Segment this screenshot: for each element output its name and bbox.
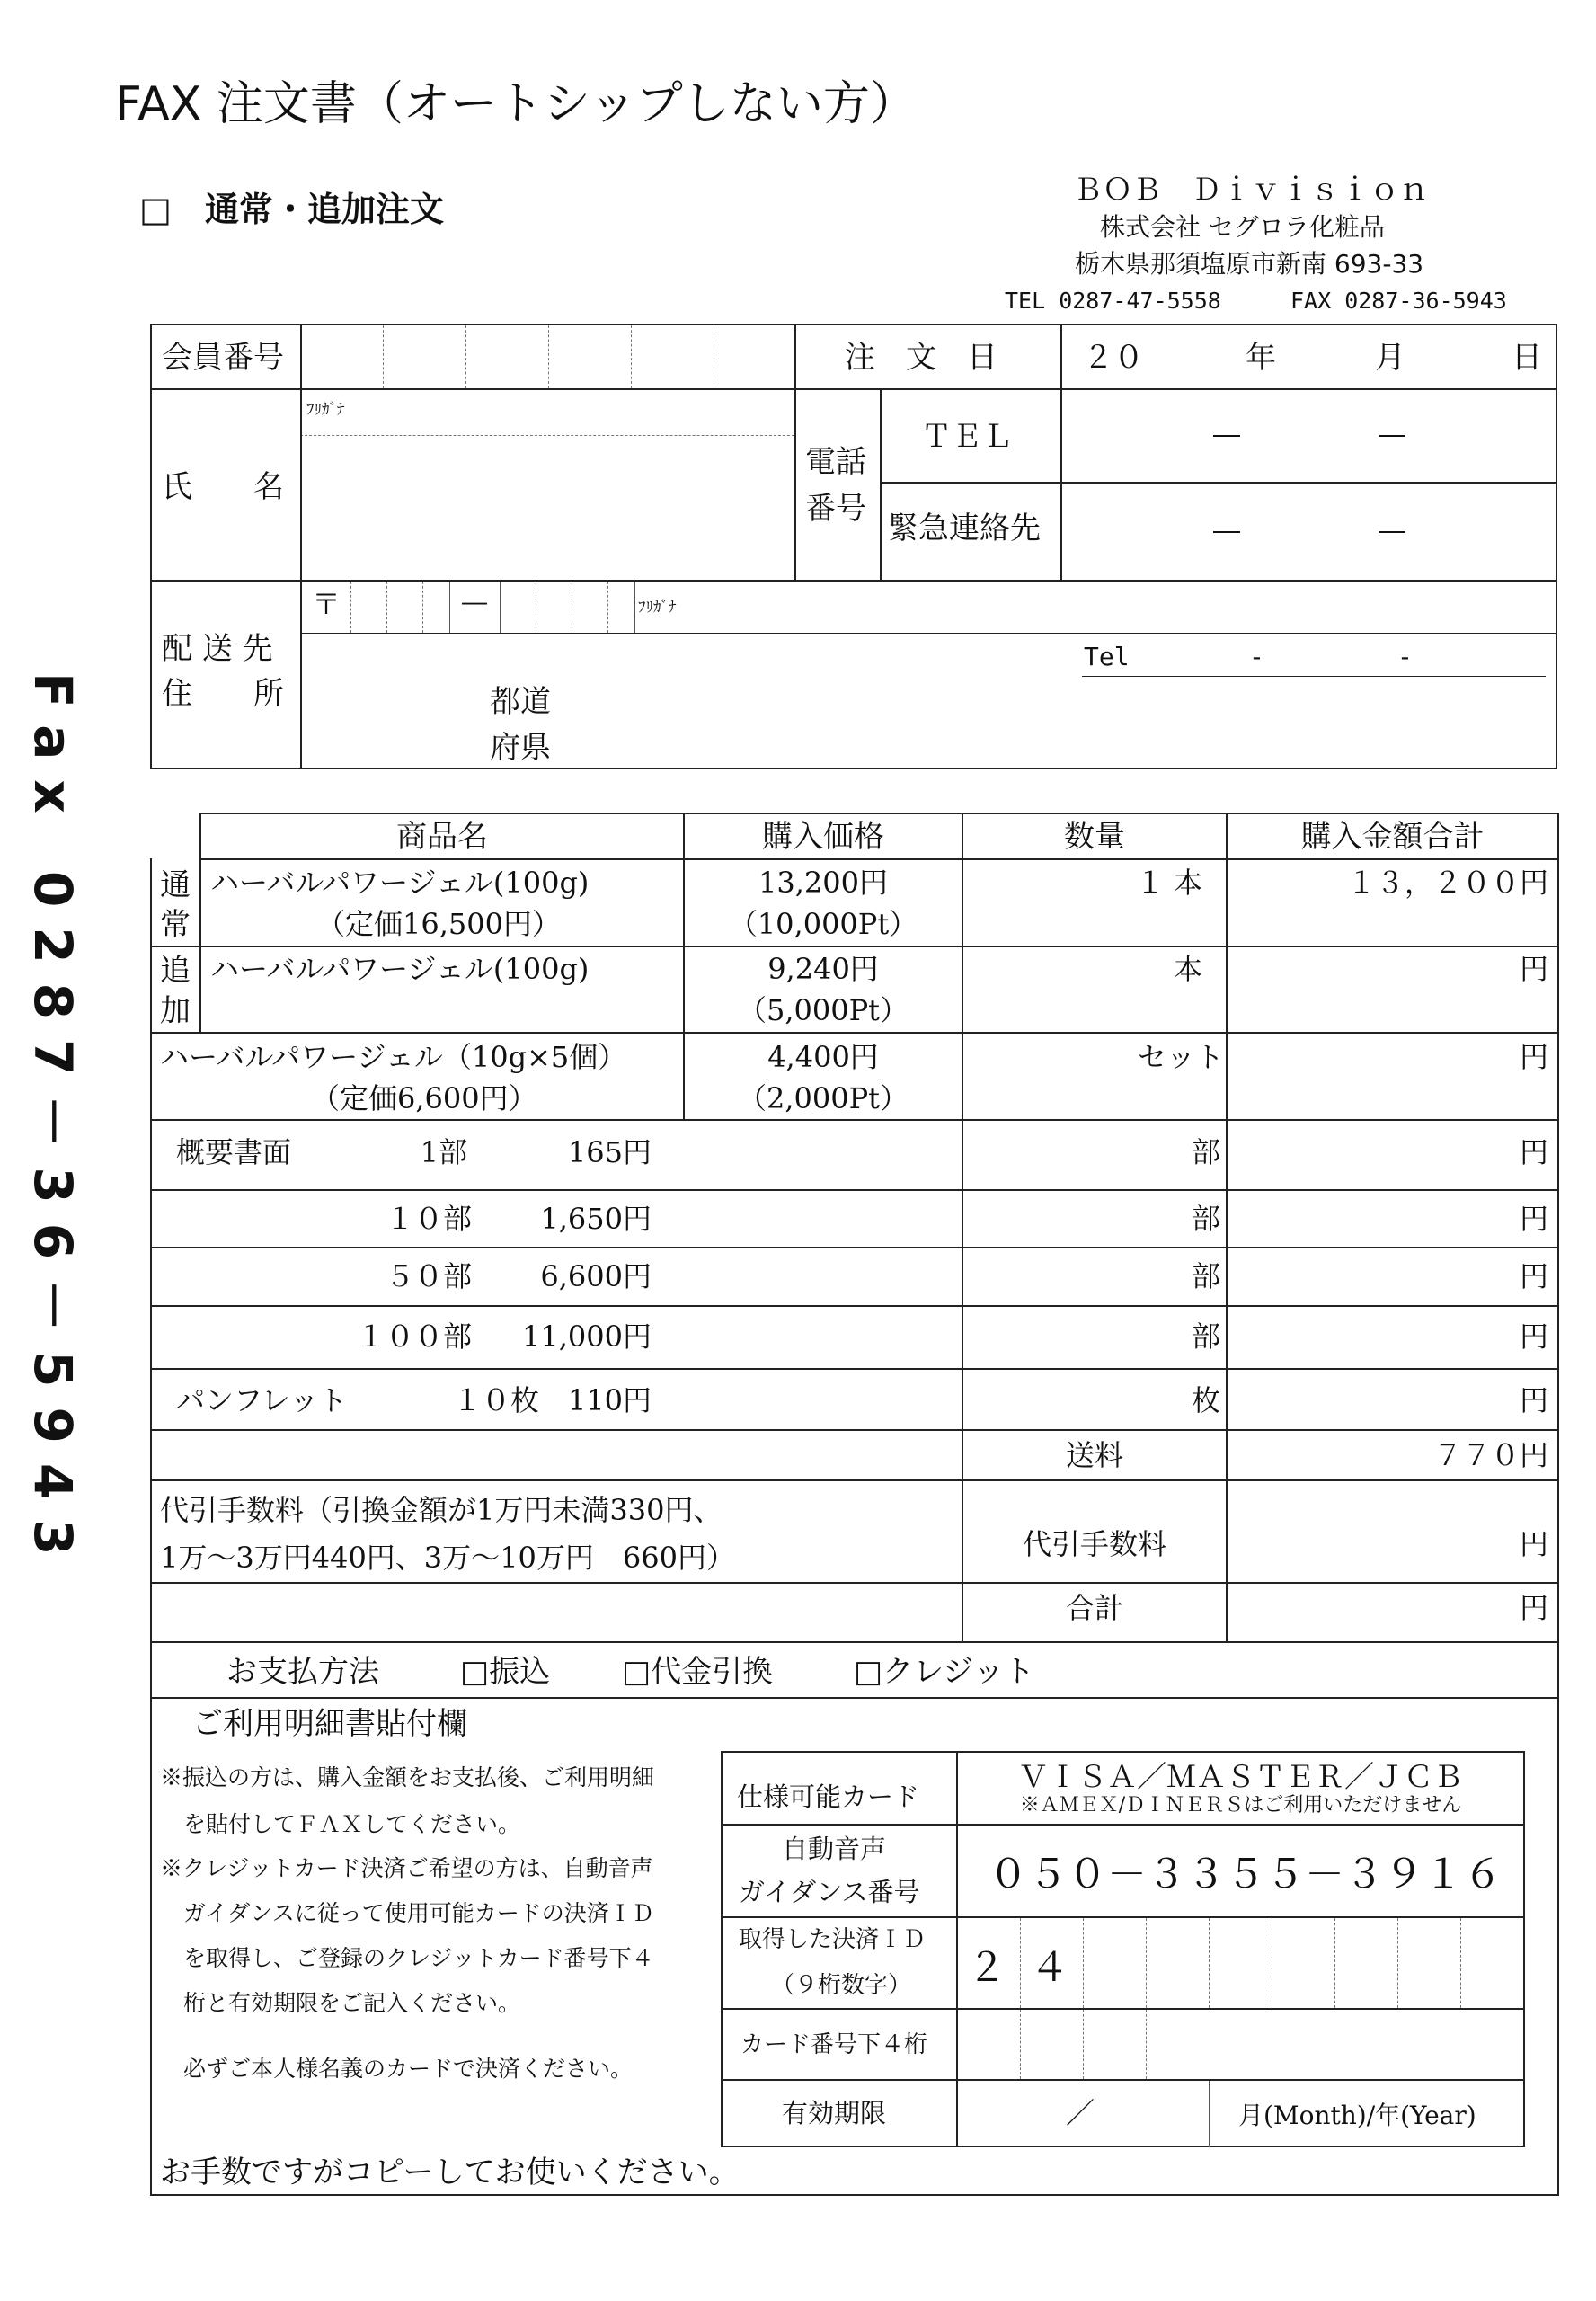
- name-label: 氏 名: [162, 469, 284, 505]
- order-date-month: 月: [1375, 340, 1405, 376]
- shipping-label: 送料: [1065, 1438, 1123, 1472]
- postal-code-field[interactable]: [302, 582, 636, 632]
- voice-guidance-label-1: 自動音声: [782, 1834, 887, 1864]
- summary-doc-count-10: １０部: [385, 1202, 472, 1236]
- cod-value[interactable]: 円: [1519, 1527, 1548, 1561]
- row-regular-points: （10,000Pt）: [728, 907, 918, 941]
- emergency-dash-2: ―: [1379, 515, 1405, 546]
- grand-total-value[interactable]: 円: [1519, 1591, 1548, 1625]
- card-brands: ＶＩＳＡ／ＭＡＳＴＥＲ／ＪＣＢ: [1018, 1759, 1463, 1794]
- payment-note-4: ガイダンスに従って使用可能カードの決済ＩＤ: [183, 1900, 654, 1926]
- emergency-contact-field[interactable]: [1062, 484, 1556, 578]
- summary-doc-qty-1[interactable]: 部: [1191, 1135, 1220, 1169]
- address-label-1: 配 送 先: [162, 631, 273, 667]
- payment-note-2: を貼付してＦＡＸしてください。: [183, 1811, 521, 1837]
- side-fax-number: Fax 0287－36－5943: [22, 672, 84, 1576]
- header-product-name: 商品名: [396, 819, 488, 855]
- payment-option-cod[interactable]: □代金引換: [622, 1654, 774, 1690]
- company-division: ＢＯＢ Ｄｉｖｉｓｉｏｎ: [1073, 172, 1429, 207]
- row-mini-total[interactable]: 円: [1519, 1040, 1548, 1074]
- expiry-label: 有効期限: [782, 2098, 887, 2128]
- name-furigana-label: ﾌﾘｶﾞﾅ: [306, 401, 345, 419]
- row-regular-price: 13,200円: [758, 866, 888, 900]
- voice-guidance-number: ０５０－３３５５－３９１６: [989, 1852, 1503, 1897]
- address-furigana-label: ﾌﾘｶﾞﾅ: [638, 599, 677, 617]
- tel-dash-1: ―: [1213, 419, 1240, 450]
- payment-method-label: お支払方法: [226, 1654, 379, 1690]
- payment-id-label-1: 取得した決済ＩＤ: [739, 1926, 927, 1953]
- member-number-field[interactable]: [302, 325, 793, 386]
- row-additional-total[interactable]: 円: [1519, 952, 1548, 986]
- pamphlet-count: １０枚: [452, 1383, 539, 1417]
- cod-label: 代引手数料: [1022, 1527, 1166, 1561]
- prefecture-label-1: 都道: [490, 684, 551, 720]
- row-additional-qty[interactable]: 本: [1173, 952, 1202, 986]
- payment-id-digit-1[interactable]: ２: [967, 1945, 1006, 1991]
- order-type-checkbox[interactable]: □: [139, 190, 172, 229]
- page-title: FAX 注文書（オートシップしない方）: [115, 77, 917, 131]
- row-additional-group-1: 追: [160, 953, 191, 989]
- summary-doc-price-100: 11,000円: [522, 1319, 652, 1354]
- address-field[interactable]: [302, 635, 1075, 768]
- expiry-format: 月(Month)/年(Year): [1238, 2101, 1476, 2130]
- payment-id-digit-2[interactable]: ４: [1030, 1945, 1069, 1991]
- postal-mark: 〒: [312, 587, 341, 621]
- pamphlet-price: 110円: [567, 1383, 652, 1417]
- summary-doc-price-50: 6,600円: [540, 1259, 652, 1293]
- payment-option-transfer[interactable]: □振込: [460, 1654, 551, 1690]
- summary-doc-count-50: ５０部: [385, 1259, 472, 1293]
- header-quantity: 数量: [1064, 819, 1125, 855]
- card-last4-field[interactable]: [958, 2010, 1210, 2077]
- summary-doc-price-10: 1,650円: [540, 1202, 652, 1236]
- phone-label-1: 電話: [805, 444, 866, 480]
- row-regular-total[interactable]: １３，２００円: [1346, 866, 1548, 900]
- summary-doc-total-100[interactable]: 円: [1519, 1319, 1548, 1354]
- summary-doc-count-100: １００部: [356, 1319, 472, 1354]
- expiry-slash: ／: [1066, 2096, 1095, 2130]
- address-tel-dash-2: -: [1397, 642, 1413, 671]
- row-regular-qty[interactable]: １ 本: [1135, 866, 1202, 900]
- card-exclusion-note: ※ＡＭＥＸ/ＤＩＮＥＲＳはご利用いただけません: [1019, 1794, 1462, 1817]
- cod-description-1: 代引手数料（引換金額が1万円未満330円、: [160, 1493, 723, 1527]
- order-date-year: 年: [1246, 340, 1276, 376]
- address-label-2: 住 所: [162, 676, 284, 712]
- address-tel-dash-1: -: [1249, 642, 1264, 671]
- prefecture-label-2: 府県: [490, 730, 551, 766]
- pamphlet-total[interactable]: 円: [1519, 1383, 1548, 1417]
- row-mini-price: 4,400円: [767, 1040, 879, 1074]
- summary-doc-qty-10[interactable]: 部: [1191, 1202, 1220, 1236]
- header-purchase-price: 購入価格: [762, 819, 884, 855]
- summary-doc-count-1: 1部: [420, 1135, 467, 1169]
- emergency-dash-1: ―: [1213, 515, 1240, 546]
- emergency-contact-label: 緊急連絡先: [888, 511, 1041, 546]
- pamphlet-qty[interactable]: 枚: [1191, 1383, 1220, 1417]
- tel-field[interactable]: [1062, 390, 1556, 480]
- payment-note-3: ※クレジットカード決済ご希望の方は、自動音声: [160, 1855, 653, 1881]
- row-regular-group-1: 通: [160, 867, 191, 903]
- summary-doc-total-1[interactable]: 円: [1519, 1135, 1548, 1169]
- tel-dash-2: ―: [1379, 419, 1405, 450]
- cod-description-2: 1万～3万円440円、3万～10万円 660円）: [160, 1541, 735, 1575]
- order-date-prefix: ２０: [1083, 340, 1144, 376]
- name-field[interactable]: [302, 439, 793, 578]
- shipping-value: ７７０円: [1432, 1438, 1548, 1472]
- payment-note-7: 必ずご本人様名義のカードで決済ください。: [183, 2056, 634, 2082]
- available-cards-label: 仕様可能カード: [737, 1781, 920, 1812]
- order-date-day: 日: [1512, 340, 1542, 376]
- row-mini-points: （2,000Pt）: [737, 1081, 909, 1115]
- summary-doc-total-10[interactable]: 円: [1519, 1202, 1548, 1236]
- company-fax: FAX 0287-36-5943: [1290, 288, 1507, 314]
- row-additional-price: 9,240円: [767, 952, 879, 986]
- summary-doc-qty-100[interactable]: 部: [1191, 1319, 1220, 1354]
- summary-doc-label: 概要書面: [176, 1135, 292, 1169]
- row-additional-group-2: 加: [160, 993, 191, 1029]
- company-address: 栃木県那須塩原市新南 693-33: [1075, 249, 1424, 279]
- voice-guidance-label-2: ガイダンス番号: [739, 1877, 920, 1907]
- payment-id-label-2: （９桁数字）: [771, 1972, 912, 1999]
- summary-doc-total-50[interactable]: 円: [1519, 1259, 1548, 1293]
- postal-dash: ―: [462, 587, 487, 617]
- phone-label-2: 番号: [805, 491, 866, 527]
- tel-label: ＴＥＬ: [921, 419, 1013, 455]
- row-additional-product-name: ハーバルパワージェル(100g): [210, 952, 590, 986]
- grand-total-label: 合計: [1065, 1591, 1123, 1625]
- row-regular-list-price: （定価16,500円）: [316, 907, 561, 941]
- order-date-label: 注 文 日: [845, 340, 998, 376]
- expiry-field[interactable]: [958, 2081, 1208, 2146]
- card-last4-label: カード番号下４桁: [740, 2031, 928, 2058]
- row-mini-list-price: （定価6,600円）: [311, 1081, 537, 1115]
- payment-note-6: 桁と有効期限をご記入ください。: [183, 1990, 521, 2016]
- row-mini-qty[interactable]: セット: [1137, 1040, 1224, 1074]
- payment-id-field[interactable]: [958, 1918, 1523, 2006]
- footer-copy-note: お手数ですがコピーしてお使いください。: [160, 2154, 740, 2190]
- company-name: 株式会社 セグロラ化粧品: [1100, 212, 1385, 242]
- row-additional-points: （5,000Pt）: [737, 993, 909, 1027]
- order-type-label: 通常・追加注文: [205, 189, 445, 229]
- header-purchase-total: 購入金額合計: [1300, 819, 1485, 855]
- row-regular-product-name: ハーバルパワージェル(100g): [210, 866, 590, 900]
- company-tel: TEL 0287-47-5558: [1005, 288, 1221, 314]
- row-regular-group-2: 常: [160, 907, 191, 943]
- pamphlet-label: パンフレット: [176, 1383, 348, 1417]
- payment-note-1: ※振込の方は、購入金額をお支払後、ご利用明細: [160, 1764, 655, 1790]
- member-number-label: 会員番号: [162, 340, 284, 376]
- payment-note-5: を取得し、ご登録のクレジットカード番号下４: [183, 1945, 654, 1971]
- address-tel-label: Tel: [1084, 642, 1130, 671]
- row-mini-product-name: ハーバルパワージェル（10g×5個）: [160, 1040, 627, 1074]
- payment-option-credit[interactable]: □クレジット: [854, 1654, 1035, 1690]
- summary-doc-price-1: 165円: [567, 1135, 652, 1169]
- statement-attach-label: ご利用明細書貼付欄: [192, 1706, 467, 1742]
- summary-doc-qty-50[interactable]: 部: [1191, 1259, 1220, 1293]
